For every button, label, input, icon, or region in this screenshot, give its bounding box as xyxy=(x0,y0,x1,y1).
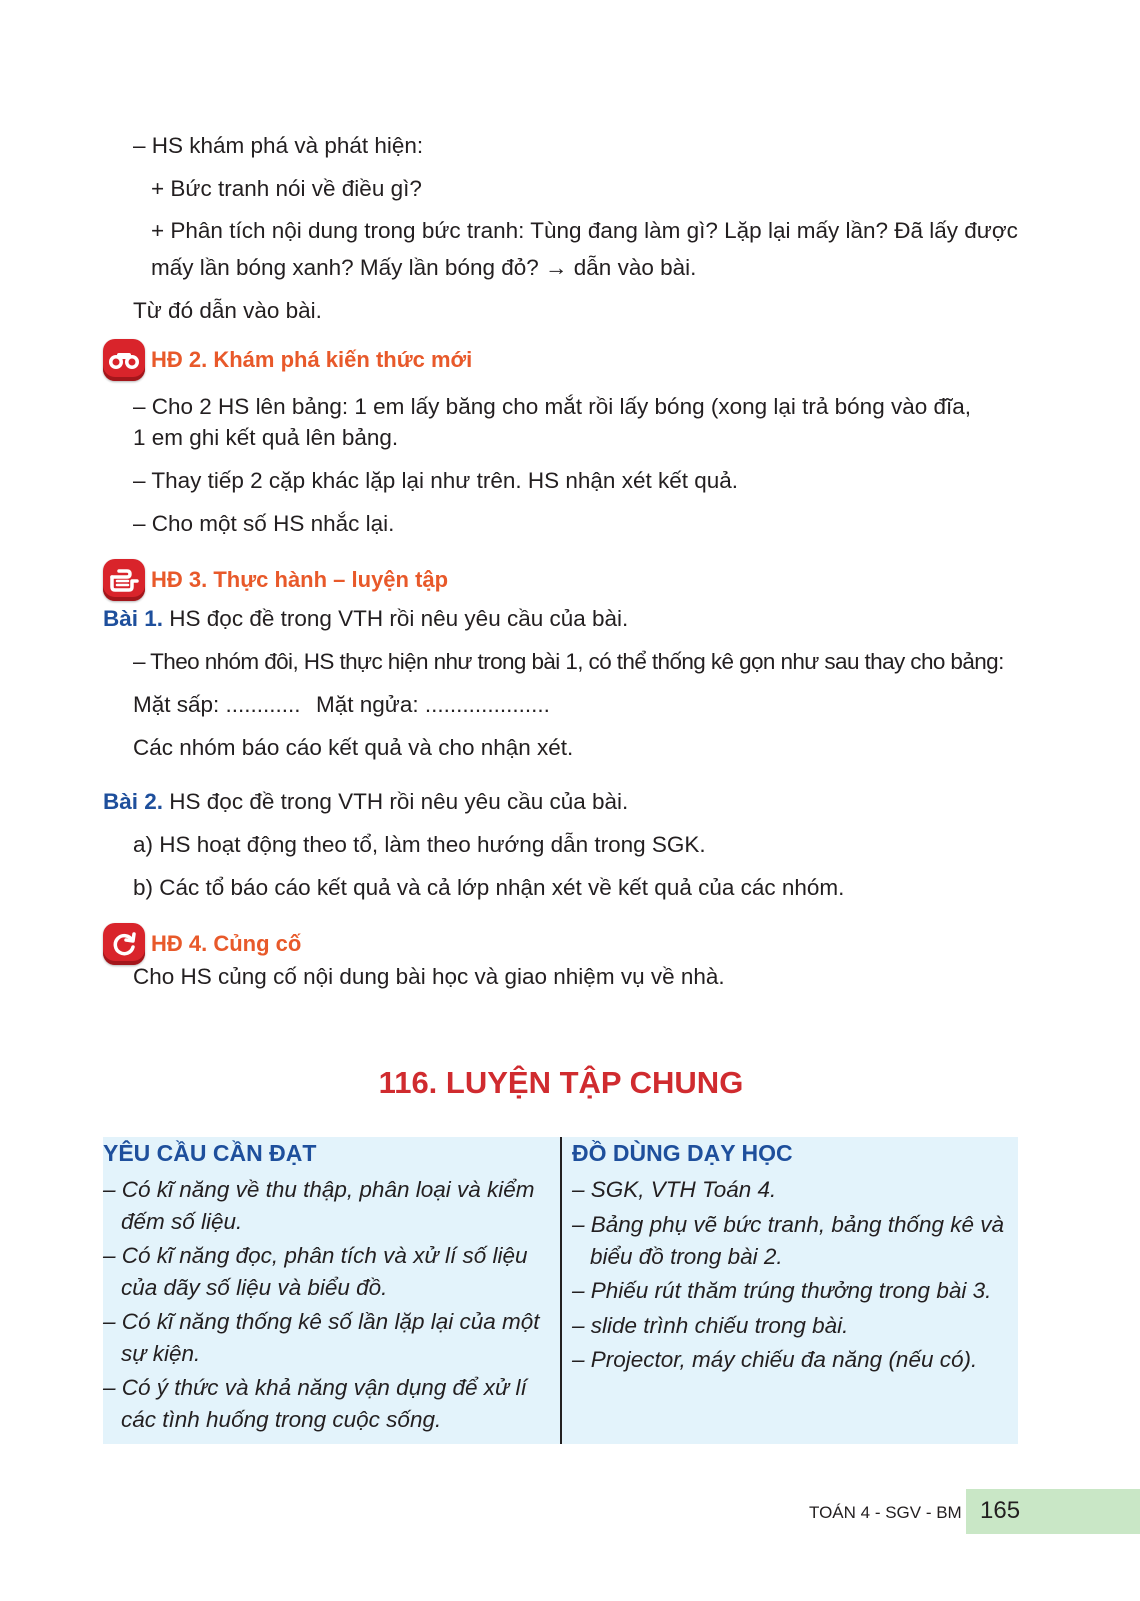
bai2-line: b) Các tổ báo cáo kết quả và cả lớp nhận xét về kết quả của các nhóm. xyxy=(133,875,845,900)
bai1-text: HS đọc đề trong VTH rồi nêu yêu cầu của bài. xyxy=(163,606,629,631)
bai1-line: Các nhóm báo cáo kết quả và cho nhận xét. xyxy=(133,735,574,760)
material-line: – Projector, máy chiếu đa năng (nếu có). xyxy=(572,1347,978,1372)
hd2-heading xyxy=(103,338,472,382)
requirement-line: các tình huống trong cuộc sống. xyxy=(121,1407,442,1432)
material-line: – Bảng phụ vẽ bức tranh, bảng thống kê và xyxy=(572,1212,1005,1237)
hd2-line: 1 em ghi kết quả lên bảng. xyxy=(133,425,399,450)
bai1-tally-sap: Mặt sấp: ............ xyxy=(133,692,301,717)
intro-line: + Phân tích nội dung trong bức tranh: Tùng đang làm gì? Lặp lại mấy lần? Đã lấy được xyxy=(151,218,1018,243)
bai2-text: HS đọc đề trong VTH rồi nêu yêu cầu của bài. xyxy=(163,789,629,814)
footer-label: TOÁN 4 - SGV - BM xyxy=(809,1503,962,1522)
hd4-heading xyxy=(103,922,301,966)
hd2-line: – Cho 2 HS lên bảng: 1 em lấy băng cho mắt rồi lấy bóng (xong lại trả bóng vào đĩa, xyxy=(133,394,972,419)
section-title: 116. LUYỆN TẬP CHUNG xyxy=(378,1065,744,1100)
intro-line: – HS khám phá và phát hiện: xyxy=(133,133,424,158)
material-line: – slide trình chiếu trong bài. xyxy=(572,1313,849,1338)
material-line: – Phiếu rút thăm trúng thưởng trong bài 3. xyxy=(572,1278,992,1303)
requirement-line: – Có ý thức và khả năng vận dụng để xử lí xyxy=(103,1375,527,1400)
bai1-line xyxy=(103,604,628,634)
bai1-label: Bài 1. xyxy=(103,606,164,631)
material-line: – SGK, VTH Toán 4. xyxy=(572,1177,777,1202)
hd4-title: HĐ 4. Củng cố xyxy=(151,931,302,956)
bai2-label: Bài 2. xyxy=(103,789,164,814)
requirement-line: đếm số liệu. xyxy=(121,1209,243,1234)
requirements-heading: YÊU CẦU CẦN ĐẠT xyxy=(103,1140,317,1166)
bai2-line: a) HS hoạt động theo tổ, làm theo hướng dẫn trong SGK. xyxy=(133,832,706,857)
page-number: 165 xyxy=(980,1497,1021,1524)
table-divider xyxy=(560,1137,562,1444)
intro-line: mấy lần bóng xanh? Mấy lần bóng đỏ? → dẫn vào bài. xyxy=(151,255,697,280)
bai2-line xyxy=(103,787,628,817)
bai1-line: – Theo nhóm đôi, HS thực hiện như trong bài 1, có thể thống kê gọn như sau thay cho bảng: xyxy=(133,649,1004,674)
requirement-line: – Có kĩ năng đọc, phân tích và xử lí số liệu xyxy=(103,1243,528,1268)
hd3-title: HĐ 3. Thực hành – luyện tập xyxy=(151,567,449,592)
requirement-line: – Có kĩ năng thống kê số lần lặp lại của một xyxy=(103,1309,540,1334)
hd2-title: HĐ 2. Khám phá kiến thức mới xyxy=(151,347,473,372)
bai1-tally-ngua: Mặt ngửa: .................... xyxy=(316,692,550,717)
binoculars-icon xyxy=(103,339,145,381)
hand-pointing-icon xyxy=(103,559,145,601)
hd2-line: – Cho một số HS nhắc lại. xyxy=(133,511,395,536)
requirement-line: của dãy số liệu và biểu đồ. xyxy=(121,1275,388,1300)
requirement-line: – Có kĩ năng về thu thập, phân loại và kiểm xyxy=(103,1177,535,1202)
hd2-line: – Thay tiếp 2 cặp khác lặp lại như trên. HS nhận xét kết quả. xyxy=(133,468,739,493)
intro-line: + Bức tranh nói về điều gì? xyxy=(151,176,422,201)
intro-line: Từ đó dẫn vào bài. xyxy=(133,298,322,323)
hd4-line: Cho HS củng cố nội dung bài học và giao nhiệm vụ về nhà. xyxy=(133,964,725,989)
refresh-icon xyxy=(103,923,145,965)
materials-heading: ĐỒ DÙNG DẠY HỌC xyxy=(572,1140,793,1166)
material-line: biểu đồ trong bài 2. xyxy=(590,1244,783,1269)
requirement-line: sự kiện. xyxy=(121,1341,201,1366)
hd3-heading xyxy=(103,558,448,602)
